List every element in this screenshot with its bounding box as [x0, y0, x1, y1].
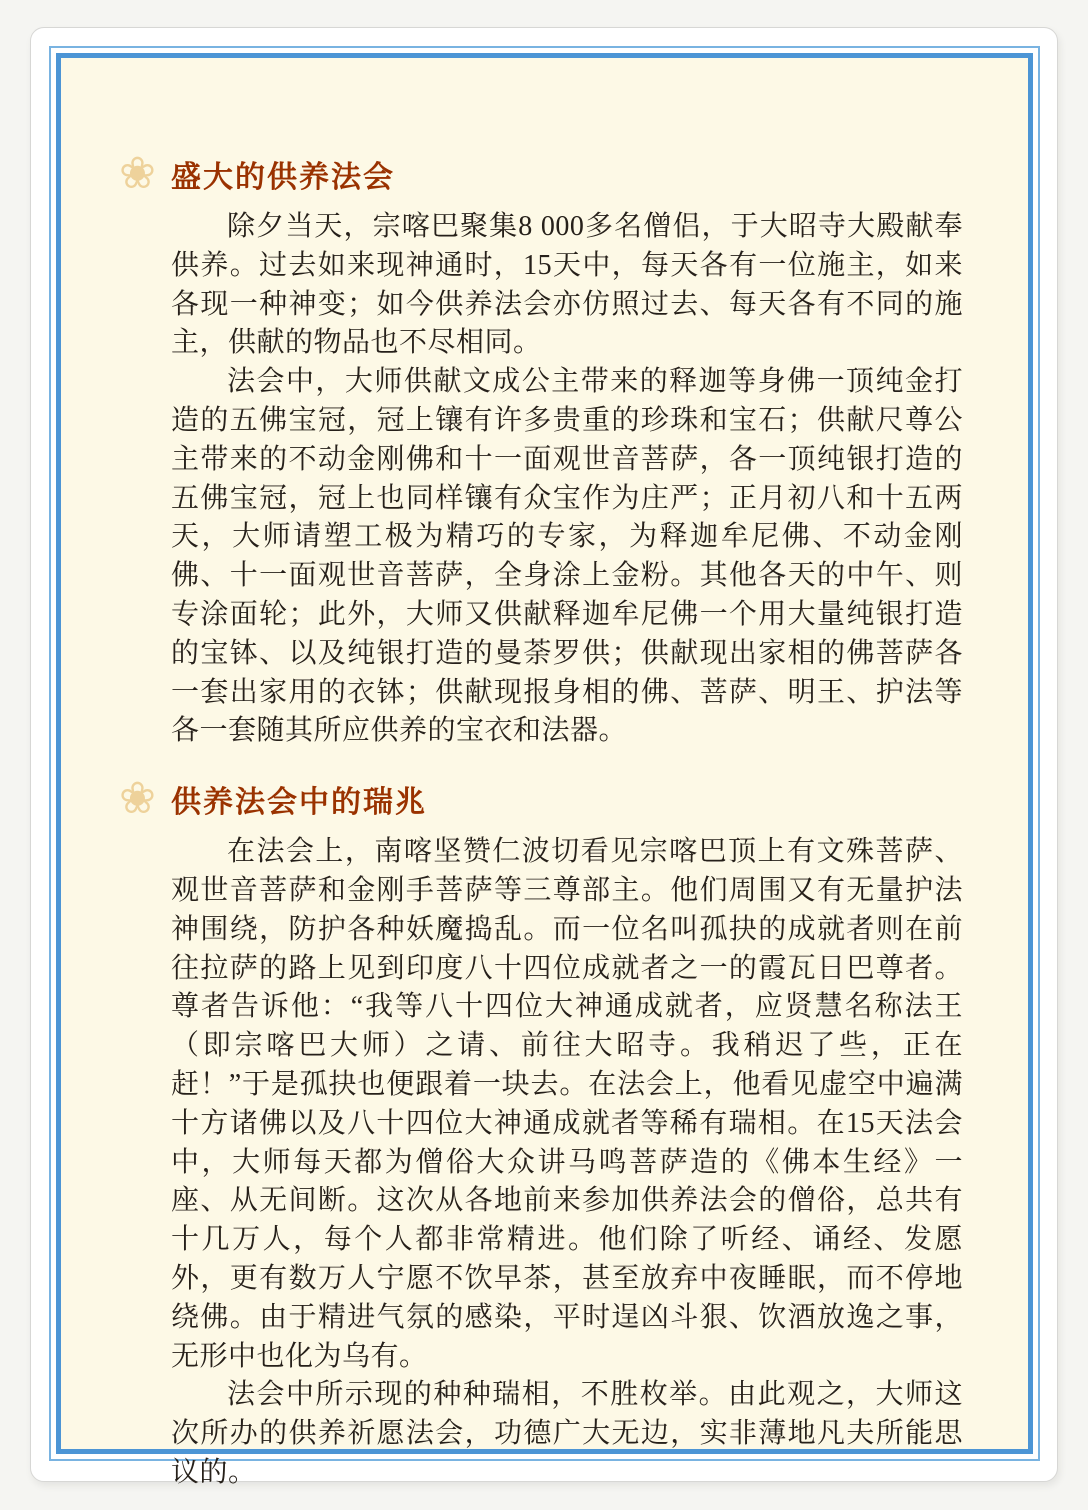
- paragraph: 法会中所示现的种种瑞相，不胜枚举。由此观之，大师这次所办的供养祈愿法会，功德广大无边，实非薄地凡夫所能思议的。: [171, 1379, 963, 1488]
- section-title: [119, 149, 963, 198]
- section-offering-ceremony: [119, 149, 963, 751]
- section-auspicious-signs: [119, 774, 963, 1493]
- section-title: [119, 774, 963, 824]
- section-title-text: 盛大的供养法会: [171, 161, 395, 194]
- flower-ornament-icon: ❀: [119, 149, 156, 198]
- book-page-card: [30, 27, 1058, 1488]
- inner-blue-frame: [56, 53, 1033, 1488]
- paragraph: 法会中，大师供献文成公主带来的释迦等身佛一顶纯金打造的五佛宝冠，冠上镶有许多贵重的珍珠和宝石；供献尺尊公主带来的不动金刚佛和十一面观世音菩萨，各一顶纯银打造的五佛宝冠，冠上也同样镶有众宝作为庄严；正月初八和十五两天，大师请塑工极为精巧的专家，为释迦牟尼佛、不动金刚佛、十一面观世音菩萨，全身涂上金粉。其他各天的中午、则专涂面轮；此外，大师又供献释迦牟尼佛一个用大量纯银打造的宝钵、以及纯银打造的曼荼罗供；供献现出家相的佛菩萨各一套出家用的衣钵；供献现报身相的佛、菩萨、明王、护法等各一套随其所应供养的宝衣和法器。: [171, 366, 963, 747]
- paragraph: 除夕当天，宗喀巴聚集8 000多名僧侣，于大昭寺大殿献奉供养。过去如来现神通时，15天中，每天各有一位施主，如来各现一种神变；如今供养法会亦仿照过去、每天各有不同的施主，供献的物品也不尽相同。: [171, 211, 963, 359]
- section-title-text: 供养法会中的瑞兆: [171, 786, 427, 820]
- flower-ornament-icon: ❀: [119, 774, 156, 824]
- page-paper: [61, 58, 1028, 1488]
- outer-blue-frame: [49, 46, 1040, 1488]
- paragraph: 在法会上，南喀坚赞仁波切看见宗喀巴顶上有文殊菩萨、观世音菩萨和金刚手菩萨等三尊部主。他们周围又有无量护法神围绕，防护各种妖魔捣乱。而一位名叫孤抉的成就者则在前往拉萨的路上见到印度八十四位成就者之一的霞瓦日巴尊者。尊者告诉他：“我等八十四位大神通成就者，应贤慧名称法王（即宗喀巴大师）之请、前往大昭寺。我稍迟了些，正在赶！”于是孤抉也便跟着一块去。在法会上，他看见虚空中遍满十方诸佛以及八十四位大神通成就者等稀有瑞相。在15天法会中，大师每天都为僧俗大众讲马鸣菩萨造的《佛本生经》一座、从无间断。这次从各地前来参加供养法会的僧俗，总共有十几万人，每个人都非常精进。他们除了听经、诵经、发愿外，更有数万人宁愿不饮早茶，甚至放弃中夜睡眠，而不停地绕佛。由于精进气氛的感染，平时逞凶斗狠、饮酒放逸之事，无形中也化为乌有。: [171, 836, 963, 1372]
